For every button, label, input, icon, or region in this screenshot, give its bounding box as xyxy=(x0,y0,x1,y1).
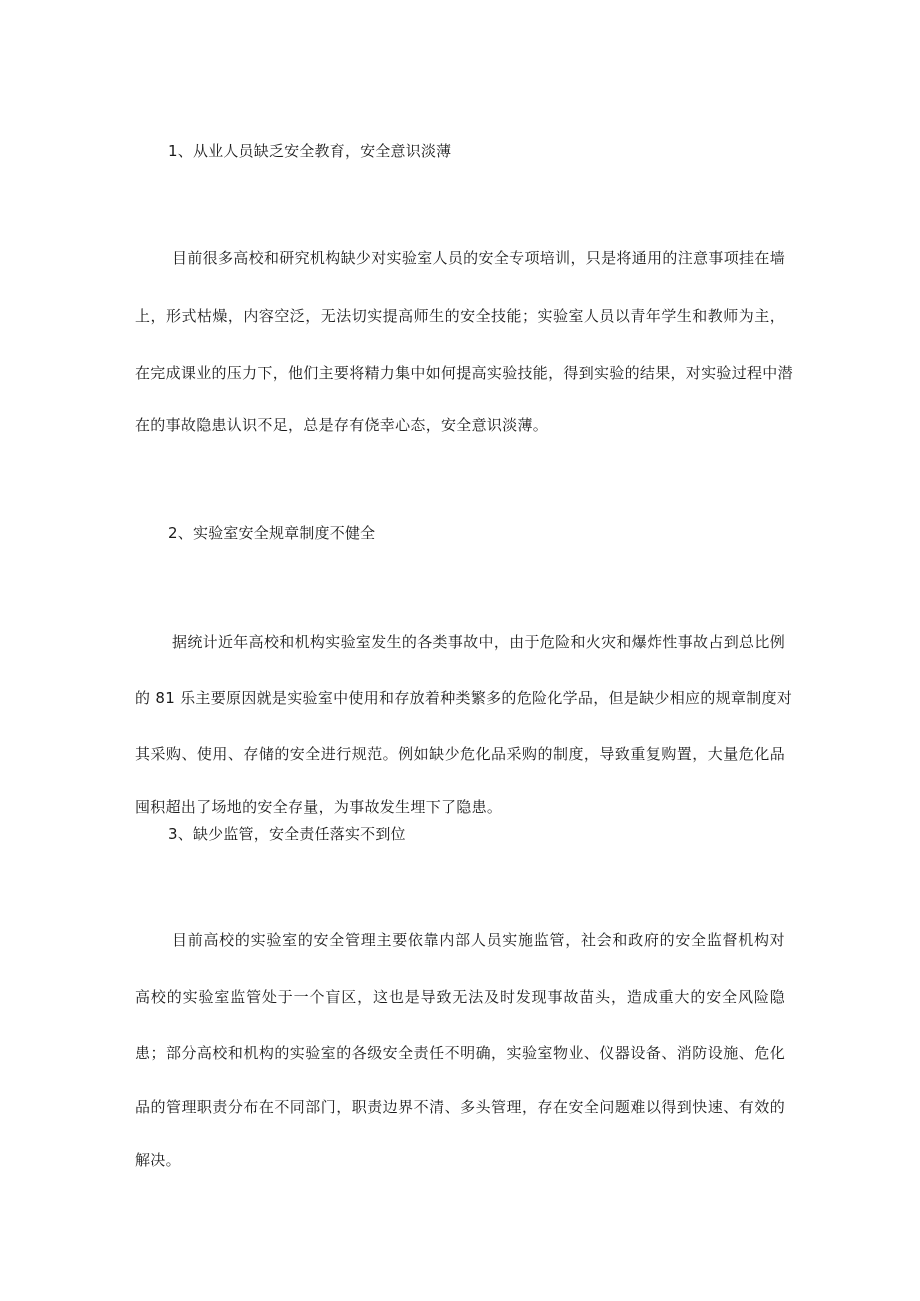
section-2-paragraph-line: 据统计近年高校和机构实验室发生的各类事故中，由于危险和火灾和爆炸性事故占到总比例 xyxy=(172,633,785,651)
section-3-paragraph-line: 解决。 xyxy=(135,1151,181,1169)
section-2-heading: 2、实验室安全规章制度不健全 xyxy=(168,524,376,542)
section-3-paragraph-line: 目前高校的实验室的安全管理主要依靠内部人员实施监管，社会和政府的安全监督机构对 xyxy=(172,931,785,949)
section-1-paragraph-line: 在完成课业的压力下，他们主要将精力集中如何提高实验技能，得到实验的结果，对实验过程中潜 xyxy=(135,364,793,382)
section-1-heading: 1、从业人员缺乏安全教育，安全意识淡薄 xyxy=(168,142,452,160)
section-2-paragraph-line: 的 81 乐主要原因就是实验室中使用和存放着种类繁多的危险化学品，但是缺少相应的规章制度对 xyxy=(135,689,793,707)
section-3-paragraph-line: 品的管理职责分布在不同部门，职责边界不清、多头管理，存在安全问题难以得到快速、有效的 xyxy=(135,1098,785,1116)
section-2-paragraph-line: 囤积超出了场地的安全存量，为事故发生埋下了隐患。 xyxy=(135,798,503,816)
section-1-paragraph-line: 目前很多高校和研究机构缺少对实验室人员的安全专项培训，只是将通用的注意事项挂在墙 xyxy=(172,249,785,267)
section-3-heading: 3、缺少监管，安全责任落实不到位 xyxy=(168,825,406,843)
section-2-paragraph-line: 其采购、使用、存储的安全进行规范。例如缺少危化品采购的制度，导致重复购置，大量危化品 xyxy=(135,745,785,763)
section-3-paragraph-line: 患；部分高校和机构的实验室的各级安全责任不明确，实验室物业、仪器设备、消防设施、危化 xyxy=(135,1044,785,1062)
section-1-paragraph-line: 上，形式枯燥，内容空泛，无法切实提高师生的安全技能；实验室人员以青年学生和教师为主， xyxy=(135,307,785,325)
section-1-paragraph-line: 在的事故隐患认识不足，总是存有侥幸心态，安全意识淡薄。 xyxy=(135,416,549,434)
section-3-paragraph-line: 高校的实验室监管处于一个盲区，这也是导致无法及时发现事故苗头，造成重大的安全风险隐 xyxy=(135,988,785,1006)
